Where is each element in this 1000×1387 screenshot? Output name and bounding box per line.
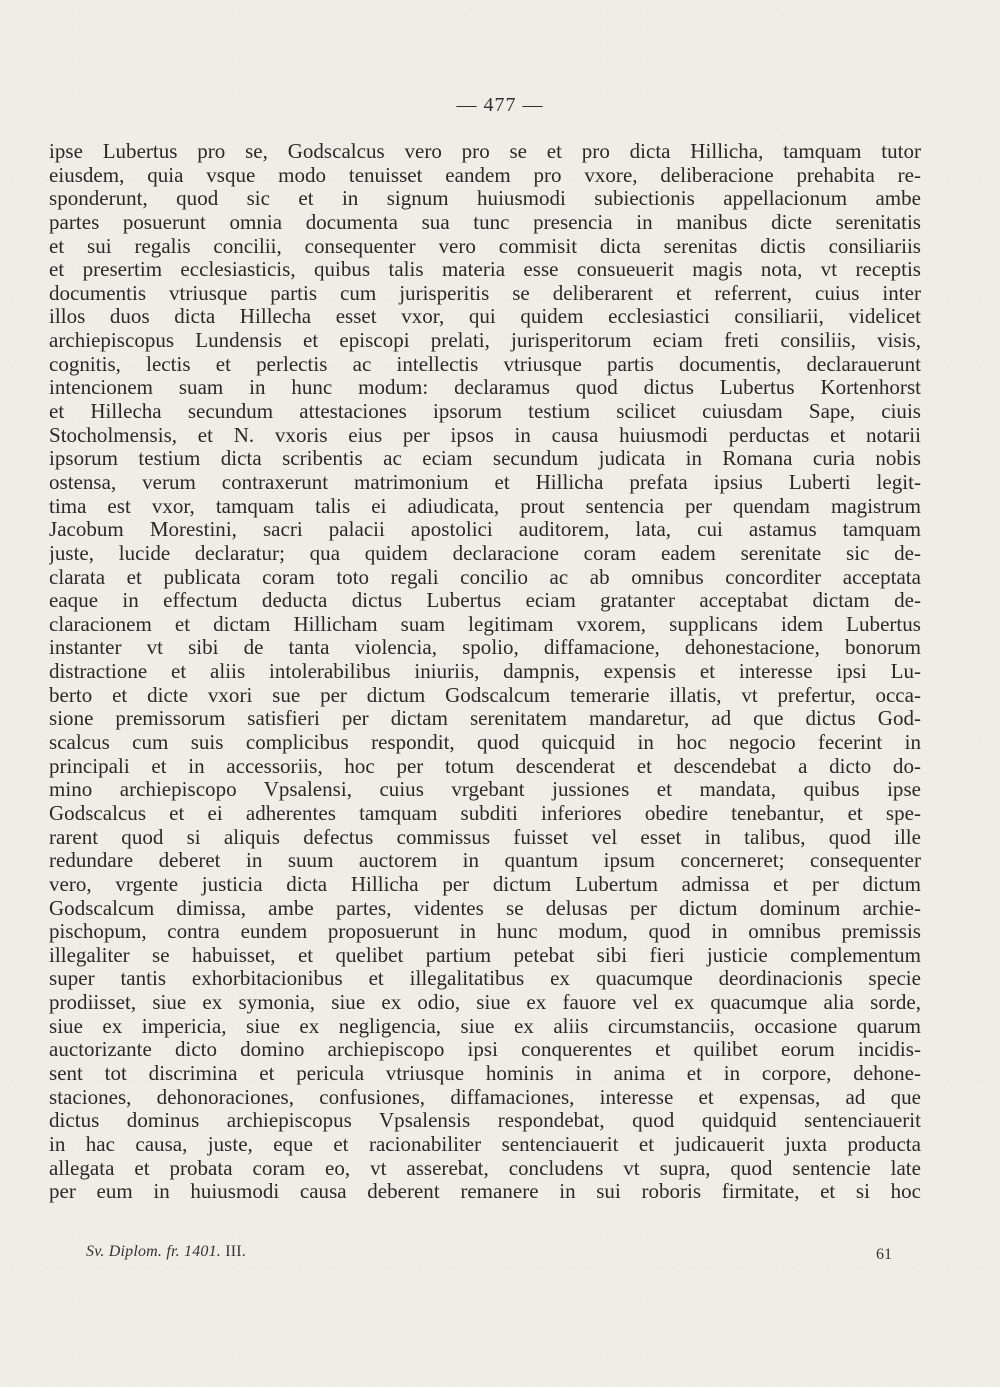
volume-label: III. bbox=[225, 1243, 247, 1260]
text-line-9: archiepiscopus Lundensis et episcopi prelati, jurisperitorum eciam freti consiliis, visis, bbox=[49, 329, 921, 353]
text-line-45: per eum in huiusmodi causa deberent remanere in sui roboris firmitate, et si hoc bbox=[49, 1180, 921, 1204]
text-line-30: rarent quod si aliquis defectus commissus fuisset vel esset in talibus, quod ille bbox=[49, 825, 921, 849]
text-line-39: auctorizante dicto domino archiepiscopo ipsi conquerentes et quilibet eorum incidis- bbox=[49, 1038, 921, 1062]
text-line-11: intencionem suam in hunc modum: declaramus quod dictus Lubertus Kortenhorst bbox=[49, 376, 921, 400]
text-line-13: Stocholmensis, et N. vxoris eius per ipsos in causa huiusmodi perductas et notarii bbox=[49, 423, 921, 447]
text-line-26: scalcus cum suis complicibus respondit, quod quicquid in hoc negocio fecerint in bbox=[49, 731, 921, 755]
text-line-32: vero, vrgente justicia dicta Hillicha per dictum Lubertum admissa et per dictum bbox=[49, 872, 921, 896]
text-line-6: et presertim ecclesiasticis, quibus talis materia esse consueuerit magis nota, vt receptis bbox=[49, 258, 921, 282]
text-line-19: clarata et publicata coram toto regali concilio ac ab omnibus concorditer acceptata bbox=[49, 565, 921, 589]
text-line-28: mino archiepiscopo Vpsalensi, cuius vrgebant jussiones et mandata, quibus ipse bbox=[49, 778, 921, 802]
text-line-31: redundare deberet in suum auctorem in quantum ipsum concerneret; consequenter bbox=[49, 849, 921, 873]
text-line-7: documentis vtriusque partis cum jurisperitis se deliberarent et referrent, cuius inter bbox=[49, 281, 921, 305]
text-line-12: et Hillecha secundum attestaciones ipsorum testium scilicet cuiusdam Sape, ciuis bbox=[49, 400, 921, 424]
signature-text: Sv. Diplom. fr. 1401. bbox=[86, 1243, 222, 1260]
text-line-37: prodiisset, siue ex symonia, siue ex odio, siue ex fauore vel ex quacumque alia sorde, bbox=[49, 991, 921, 1015]
text-line-33: Godscalcum dimissa, ambe partes, videntes se delusas per dictum dominum archie- bbox=[49, 896, 921, 920]
text-line-15: ostensa, verum contraxerunt matrimonium et Hillicha prefata ipsius Luberti legit- bbox=[49, 470, 921, 494]
text-line-8: illos duos dicta Hillecha esset vxor, qui quidem ecclesiastici consiliarii, videlicet bbox=[49, 305, 921, 329]
page-number: — 477 — bbox=[456, 94, 544, 116]
text-line-18: juste, lucide declaratur; qua quidem declaracione coram eadem serenitate sic de- bbox=[49, 541, 921, 565]
text-line-40: sent tot discrimina et pericula vtriusque hominis in anima et in corpore, dehone- bbox=[49, 1061, 921, 1085]
text-line-1: ipse Lubertus pro se, Godscalcus vero pro se et pro dicta Hillicha, tamquam tutor bbox=[49, 140, 921, 163]
text-line-24: berto et dicte vxori sue per dictum Godscalcum temerarie illatis, vt prefertur, occa- bbox=[49, 683, 921, 707]
text-line-23: distractione et aliis intolerabilibus iniuriis, dampnis, expensis et interesse ipsi Lu- bbox=[49, 660, 921, 684]
text-line-29: Godscalcus et ei adherentes tamquam subditi inferiores obedire tenebantur, et spe- bbox=[49, 801, 921, 825]
text-line-10: cognitis, lectis et perlectis ac intellectis vtriusque partis documentis, declarauerunt bbox=[49, 352, 921, 376]
text-line-2: eiusdem, quia vsque modo tenuisset eandem pro vxore, deliberacione prehabita re- bbox=[49, 163, 921, 187]
body-text bbox=[49, 140, 921, 1204]
text-line-27: principali et in accessoriis, hoc per totum descenderat et descendebat a dicto do- bbox=[49, 754, 921, 778]
text-line-36: super tantis exhorbitacionibus et illegalitatibus ex quacumque deordinacionis specie bbox=[49, 967, 921, 991]
text-line-16: tima est vxor, tamquam talis ei adiudicata, prout sentencia per quendam magistrum bbox=[49, 494, 921, 518]
footer-signature bbox=[86, 1243, 246, 1261]
text-line-38: siue ex impericia, siue ex negligencia, siue ex aliis circumstanciis, occasione quarum bbox=[49, 1014, 921, 1038]
text-line-22: instanter vt sibi de tanta violencia, spolio, diffamacione, dehonestacione, bonorum bbox=[49, 636, 921, 660]
text-line-42: dictus dominus archiepiscopus Vpsalensis respondebat, quod quidquid sentenciauerit bbox=[49, 1109, 921, 1133]
text-line-5: et sui regalis concilii, consequenter vero commisit dicta serenitas dictis consiliariis bbox=[49, 234, 921, 258]
text-line-41: staciones, dehonoraciones, confusiones, diffamaciones, interesse et expensas, ad que bbox=[49, 1085, 921, 1109]
text-line-20: eaque in effectum deducta dictus Lubertus eciam gratanter acceptabat dictam de- bbox=[49, 589, 921, 613]
text-line-34: pischopum, contra eundem proposuerunt in hunc modum, quod in omnibus premissis bbox=[49, 920, 921, 944]
text-line-3: sponderunt, quod sic et in signum huiusmodi subiectionis appellacionum ambe bbox=[49, 187, 921, 211]
text-line-44: allegata et probata coram eo, vt asserebat, concludens vt supra, quod sentencie late bbox=[49, 1156, 921, 1180]
text-line-4: partes posuerunt omnia documenta sua tunc presencia in manibus dicte serenitatis bbox=[49, 210, 921, 234]
text-line-25: sione premissorum satisfieri per dictam serenitatem mandaretur, ad que dictus God- bbox=[49, 707, 921, 731]
text-line-17: Jacobum Morestini, sacri palacii apostolici auditorem, lata, cui astamus tamquam bbox=[49, 518, 921, 542]
sheet-number: 61 bbox=[876, 1246, 892, 1263]
text-line-14: ipsorum testium dicta scribentis ac eciam secundum judicata in Romana curia nobis bbox=[49, 447, 921, 471]
text-line-21: claracionem et dictam Hillicham suam legitimam vxorem, supplicans idem Lubertus bbox=[49, 612, 921, 636]
text-line-43: in hac causa, juste, eque et racionabiliter sentenciauerit et judicauerit juxta producta bbox=[49, 1132, 921, 1156]
text-line-35: illegaliter se habuisset, et quelibet partium petebat sibi fieri justicie complementum bbox=[49, 943, 921, 967]
